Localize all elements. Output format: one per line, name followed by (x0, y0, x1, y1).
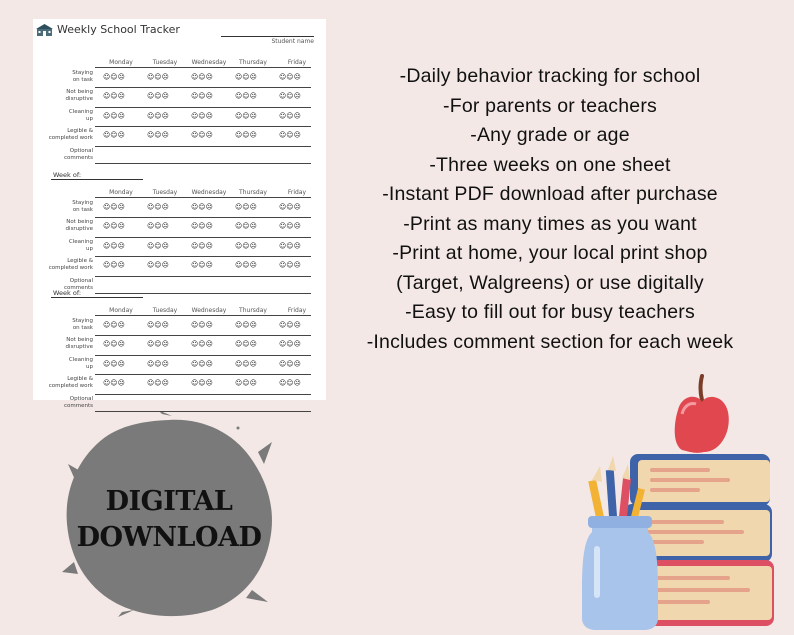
row-rule (95, 87, 311, 88)
behavior-row-label: Legible & completed work (48, 128, 93, 142)
day-header: Monday (109, 307, 133, 314)
smiley-faces-icon: ☺☺☹ (235, 203, 257, 211)
comments-label: Optional comments (64, 395, 93, 409)
smiley-faces-icon: ☺☺☹ (235, 73, 257, 81)
smiley-faces-icon: ☺☺☹ (279, 379, 301, 388)
row-rule (95, 355, 311, 356)
header-rule (95, 197, 311, 198)
smiley-faces-icon: ☺☺☹ (147, 92, 169, 101)
smiley-faces-icon: ☺☺☹ (279, 222, 301, 231)
smiley-faces-icon: ☺☺☹ (235, 359, 257, 368)
smiley-faces-icon: ☺☺☹ (103, 359, 125, 368)
smiley-faces-icon: ☺☺☹ (191, 111, 213, 120)
smiley-faces-icon: ☺☺☹ (147, 222, 169, 231)
header-rule (95, 67, 311, 68)
apple-icon (675, 376, 729, 453)
smiley-faces-icon: ☺☺☹ (147, 261, 169, 270)
smiley-faces-icon: ☺☺☹ (191, 379, 213, 388)
smiley-faces-icon: ☺☺☹ (147, 73, 169, 81)
smiley-faces-icon: ☺☺☹ (279, 340, 301, 349)
feature-item: -For parents or teachers (443, 94, 657, 117)
comments-label: Optional comments (64, 277, 93, 291)
row-rule (95, 107, 311, 108)
smiley-faces-icon: ☺☺☹ (103, 92, 125, 101)
smiley-faces-icon: ☺☺☹ (103, 73, 125, 81)
school-building-icon (36, 24, 53, 36)
behavior-row-label: Not being disruptive (65, 219, 93, 233)
smiley-faces-icon: ☺☺☹ (235, 321, 257, 329)
smiley-faces-icon: ☺☺☹ (191, 222, 213, 231)
smiley-faces-icon: ☺☺☹ (147, 359, 169, 368)
row-rule (95, 256, 311, 257)
day-header: Tuesday (152, 307, 178, 314)
week-of-label: Week of: (53, 171, 82, 179)
smiley-faces-icon: ☺☺☹ (103, 241, 125, 250)
behavior-row-label: Not being disruptive (65, 337, 93, 351)
day-header: Thursday (239, 59, 267, 66)
behavior-row-label: Staying on task (72, 318, 93, 331)
behavior-row-label: Staying on task (72, 200, 93, 213)
tracker-sheet-preview (33, 19, 326, 409)
smiley-faces-icon: ☺☺☹ (235, 241, 257, 250)
smiley-faces-icon: ☺☺☹ (147, 131, 169, 140)
smiley-faces-icon: ☺☺☹ (235, 111, 257, 120)
smiley-faces-icon: ☺☺☹ (191, 131, 213, 140)
smiley-faces-icon: ☺☺☹ (103, 261, 125, 270)
smiley-faces-icon: ☺☺☹ (279, 92, 301, 101)
smiley-faces-icon: ☺☺☹ (279, 261, 301, 270)
feature-item: -Print at home, your local print shop (392, 242, 708, 264)
student-name-label: Student name (271, 38, 314, 45)
smiley-faces-icon: ☺☺☹ (235, 92, 257, 101)
comments-label: Optional comments (64, 147, 93, 161)
feature-item: -Any grade or age (470, 124, 630, 146)
behavior-row-label: Cleaning up (68, 108, 93, 122)
student-name-line (221, 36, 314, 37)
smiley-faces-icon: ☺☺☹ (103, 131, 125, 140)
smiley-faces-icon: ☺☺☹ (147, 321, 169, 329)
smiley-faces-icon: ☺☺☹ (147, 111, 169, 120)
day-header: Wednesday (191, 59, 227, 66)
week-of-line (51, 179, 143, 180)
smiley-faces-icon: ☺☺☹ (279, 111, 301, 120)
comments-rule (95, 293, 311, 294)
feature-item: -Instant PDF download after purchase (382, 183, 718, 205)
feature-item: (Target, Walgreens) or use digitally (396, 271, 704, 294)
smiley-faces-icon: ☺☺☹ (103, 340, 125, 349)
smiley-faces-icon: ☺☺☹ (191, 359, 213, 368)
badge-line-1: DIGITAL (105, 486, 233, 517)
smiley-faces-icon: ☺☺☹ (279, 203, 301, 211)
smiley-faces-icon: ☺☺☹ (103, 379, 125, 388)
day-header: Thursday (239, 307, 267, 314)
week-of-label: Week of: (53, 289, 82, 297)
feature-item: -Daily behavior tracking for school (399, 65, 701, 87)
smiley-faces-icon: ☺☺☹ (235, 222, 257, 231)
behavior-row-label: Staying on task (72, 70, 93, 83)
row-rule (95, 374, 311, 375)
row-rule (95, 217, 311, 218)
smiley-faces-icon: ☺☺☹ (279, 359, 301, 368)
row-rule (95, 237, 311, 238)
smiley-faces-icon: ☺☺☹ (235, 379, 257, 388)
week-of-line (51, 297, 143, 298)
feature-item: -Easy to fill out for busy teachers (405, 301, 695, 323)
smiley-faces-icon: ☺☺☹ (191, 203, 213, 211)
smiley-faces-icon: ☺☺☹ (191, 340, 213, 349)
day-header: Monday (109, 189, 133, 196)
day-header: Thursday (239, 189, 267, 196)
smiley-faces-icon: ☺☺☹ (235, 261, 257, 270)
smiley-faces-icon: ☺☺☹ (147, 379, 169, 388)
smiley-faces-icon: ☺☺☹ (235, 131, 257, 140)
behavior-row-label: Cleaning up (68, 238, 93, 252)
books-apple-pencils-illustration (578, 370, 778, 632)
behavior-row-label: Legible & completed work (48, 258, 93, 272)
day-header: Wednesday (191, 189, 227, 196)
smiley-faces-icon: ☺☺☹ (191, 92, 213, 101)
tracker-title: Weekly School Tracker (57, 23, 180, 36)
behavior-row-label: Cleaning up (68, 356, 93, 370)
day-header: Friday (287, 307, 307, 314)
smiley-faces-icon: ☺☺☹ (147, 340, 169, 349)
smiley-faces-icon: ☺☺☹ (103, 203, 125, 211)
day-header: Friday (287, 59, 307, 66)
day-header: Monday (109, 59, 133, 66)
feature-item: -Print as many times as you want (403, 212, 697, 235)
day-header: Tuesday (152, 59, 178, 66)
row-rule (95, 146, 311, 147)
header-rule (95, 315, 311, 316)
feature-item: -Three weeks on one sheet (429, 153, 671, 176)
smiley-faces-icon: ☺☺☹ (103, 222, 125, 231)
smiley-faces-icon: ☺☺☹ (191, 261, 213, 270)
day-header: Wednesday (191, 307, 227, 314)
behavior-row-label: Legible & completed work (48, 376, 93, 390)
row-rule (95, 276, 311, 277)
smiley-faces-icon: ☺☺☹ (279, 321, 301, 329)
feature-item: -Includes comment section for each week (366, 330, 734, 353)
row-rule (95, 394, 311, 395)
smiley-faces-icon: ☺☺☹ (147, 203, 169, 211)
smiley-faces-icon: ☺☺☹ (235, 340, 257, 349)
smiley-faces-icon: ☺☺☹ (103, 111, 125, 120)
day-header: Friday (287, 189, 307, 196)
smiley-faces-icon: ☺☺☹ (103, 321, 125, 329)
smiley-faces-icon: ☺☺☹ (279, 241, 301, 250)
smiley-faces-icon: ☺☺☹ (191, 73, 213, 81)
day-header: Tuesday (152, 189, 178, 196)
comments-rule (95, 163, 311, 164)
smiley-faces-icon: ☺☺☹ (147, 241, 169, 250)
behavior-row-label: Not being disruptive (65, 89, 93, 103)
smiley-faces-icon: ☺☺☹ (279, 73, 301, 81)
smiley-faces-icon: ☺☺☹ (191, 321, 213, 329)
feature-list (340, 62, 760, 357)
row-rule (95, 126, 311, 127)
smiley-faces-icon: ☺☺☹ (279, 131, 301, 140)
smiley-faces-icon: ☺☺☹ (191, 241, 213, 250)
badge-line-2: DOWNLOAD (76, 522, 262, 553)
row-rule (95, 335, 311, 336)
